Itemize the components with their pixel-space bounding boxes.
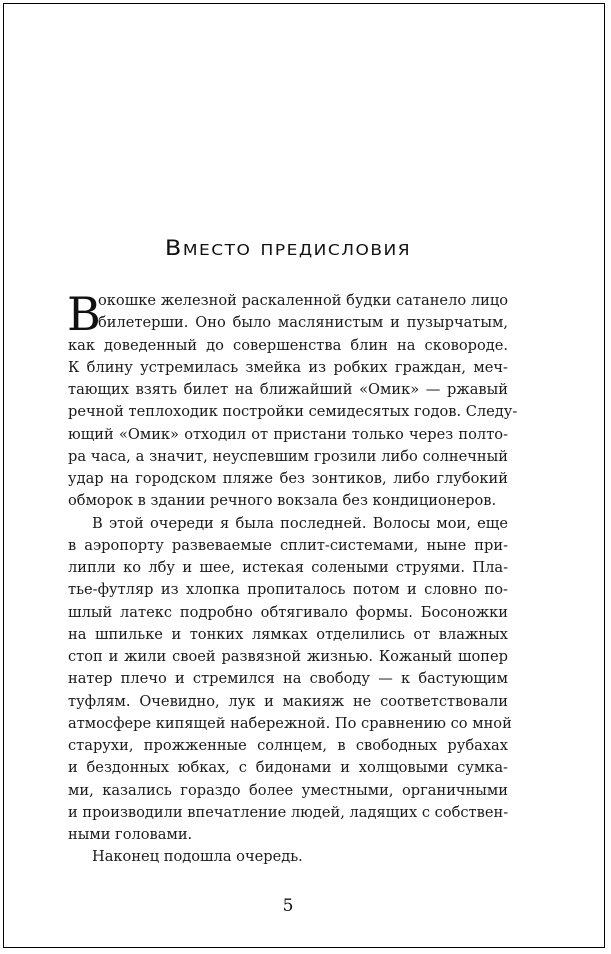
text-line: и производили впечатление людей, ладящих с собствен- xyxy=(68,803,509,821)
text-line: К блину устремилась змейка из робких граждан, меч- xyxy=(68,358,508,376)
text-line: обморок в здании речного вокзала без кондиционеров. xyxy=(68,492,497,510)
text-line: стоп и жили своей развязной жизнью. Кожаный шопер xyxy=(68,648,508,665)
text-line: липли ко лбу и шее, истекая солеными струями. Пла- xyxy=(68,559,508,576)
drop-cap: В xyxy=(67,287,101,341)
text-line: ми, казались гораздо более уместными, органичными xyxy=(68,781,508,799)
text-line: как доведенный до совершенства блин на сковороде. xyxy=(68,336,508,354)
text-line: В этой очереди я была последней. Волосы мои, еще xyxy=(92,514,508,532)
text-line: в аэропорту развеваемые сплит-системами, ныне при- xyxy=(68,536,508,554)
text-line: тье-футляр из хлопка пропиталось потом и словно по- xyxy=(68,581,508,599)
page-number: 5 xyxy=(282,896,294,916)
text-line: ными головами. xyxy=(68,826,193,843)
text-line: речной теплоходик постройки семидесятых годов. Следу- xyxy=(68,403,518,421)
text-lines xyxy=(67,287,518,869)
text-line: на шпильке и тонких лямках отделились от влажных xyxy=(68,625,508,643)
text-line: тающих взять билет на ближайший «Омик» — ржавый xyxy=(68,381,508,398)
text-line: ющий «Омик» отходил от пристани только через полто- xyxy=(68,425,508,443)
text-line: шлый латекс подробно обтягивало формы. Босоножки xyxy=(68,603,508,621)
text-line: удар на городском пляже без зонтиков, либо глубокий xyxy=(68,470,508,487)
text-line: и бездонных юбках, с бидонами и холщовыми сумка- xyxy=(68,759,508,777)
chapter-title: Вместо предисловия xyxy=(164,235,412,261)
text-line: ра часа, а значит, неуспевшим грозили либо солнечный xyxy=(68,447,508,465)
text-line: натер плечо и стремился на свободу — к бастующим xyxy=(68,670,508,688)
text-line: билетерши. Оно было маслянистым и пузырчатым, xyxy=(98,314,508,332)
text-line: старухи, прожженные солнцем, в свободных рубахах xyxy=(68,737,508,754)
text-line: туфлям. Очевидно, лук и макияж не соответствовали xyxy=(68,692,508,710)
text-line: Наконец подошла очередь. xyxy=(92,848,303,866)
text-line: окошке железной раскаленной будки сатанело лицо xyxy=(98,292,508,309)
chapter-body xyxy=(67,287,518,869)
text-line: атмосфере кипящей набережной. По сравнению со мной xyxy=(68,714,512,732)
